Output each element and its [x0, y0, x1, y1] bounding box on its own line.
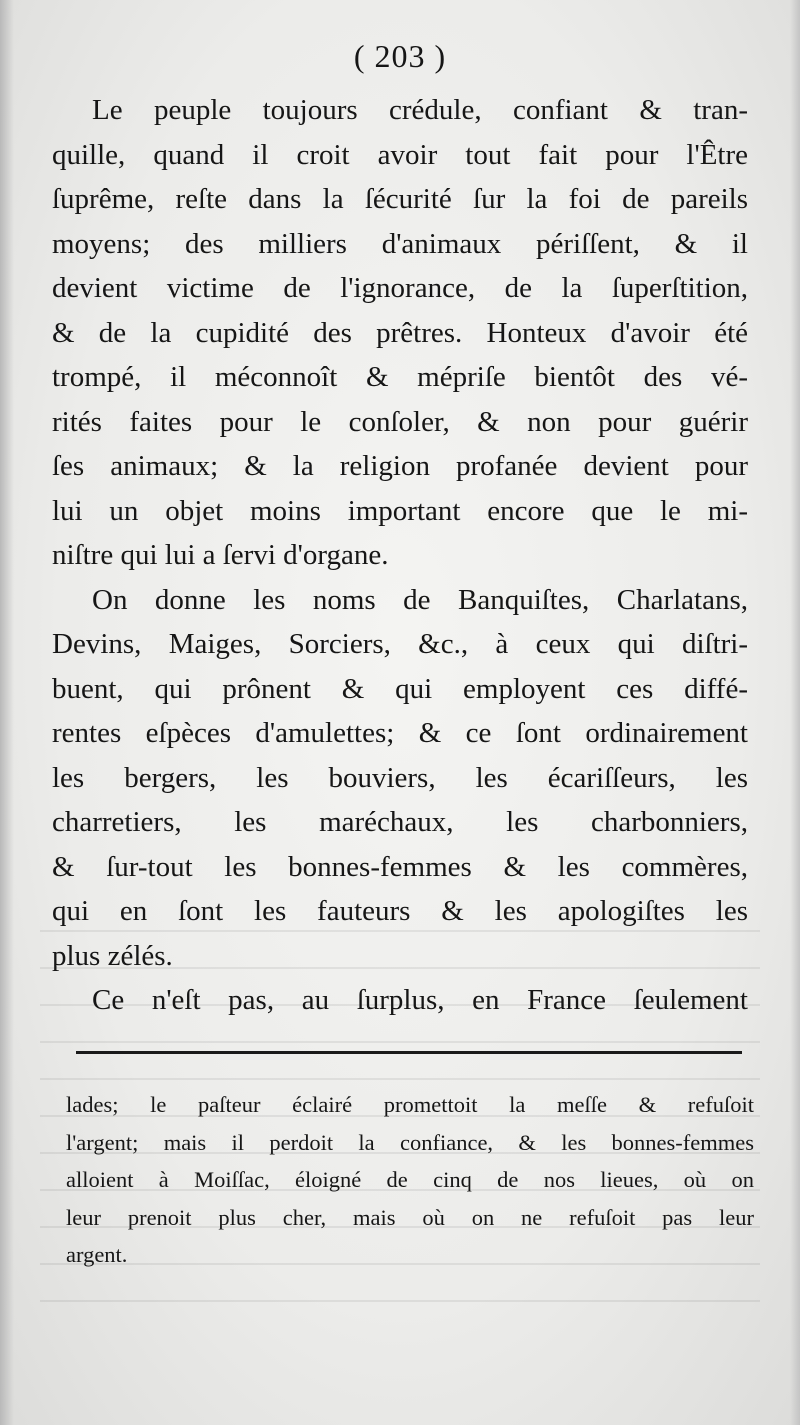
- text-line: buent, qui prônent & qui employent ces diffé-: [52, 672, 748, 705]
- text-line: trompé, il méconnoît & mépriſe bientôt des vé-: [52, 361, 748, 393]
- footnote-line: l'argent; mais il perdoit la confiance, & les bonnes-femmes: [66, 1129, 754, 1155]
- paragraph-2: [52, 578, 748, 979]
- text-line: quille, quand il croit avoir tout fait pour l'Être: [52, 138, 748, 171]
- page-edge-shadow-left: [0, 0, 14, 1425]
- paragraph-1: [52, 88, 748, 578]
- text-line: Ce n'eſt pas, au ſurplus, en France ſeulement: [92, 984, 748, 1016]
- footnote-line: alloient à Moiſſac, éloigné de cinq de nos lieues, où on: [66, 1167, 754, 1192]
- footnote-line: argent.: [66, 1242, 128, 1267]
- text-line: & de la cupidité des prêtres. Honteux d'avoir été: [52, 316, 748, 349]
- text-line: lui un objet moins important encore que le mi-: [52, 494, 748, 527]
- text-line: qui en ſont les fauteurs & les apologiſtes les: [52, 895, 748, 927]
- footnote-divider: [76, 1051, 742, 1054]
- text-line: niſtre qui lui a ſervi d'organe.: [52, 539, 389, 571]
- footnote-line: leur prenoit plus cher, mais où on ne refuſoit pas leur: [66, 1204, 754, 1230]
- main-text: [52, 88, 748, 1023]
- text-line: Le peuple toujours crédule, confiant & tran-: [92, 94, 748, 126]
- text-line: charretiers, les maréchaux, les charbonniers,: [52, 806, 748, 838]
- text-line: ſes animaux; & la religion profanée devient pour: [52, 450, 748, 482]
- text-line: Devins, Maiges, Sorciers, &c., à ceux qui diſtri-: [52, 628, 748, 660]
- text-line: & ſur-tout les bonnes-femmes & les commères,: [52, 850, 748, 883]
- text-line: rités faites pour le conſoler, & non pour guérir: [52, 405, 748, 438]
- text-line: devient victime de l'ignorance, de la ſuperſtition,: [52, 272, 748, 304]
- footnote: [66, 1086, 754, 1274]
- text-line: les bergers, les bouviers, les écariſſeurs, les: [52, 761, 748, 794]
- text-line: On donne les noms de Banquiſtes, Charlatans,: [92, 583, 748, 616]
- text-line: plus zélés.: [52, 939, 173, 972]
- page-edge-shadow-right: [790, 0, 800, 1425]
- page-number: ( 203 ): [353, 38, 447, 74]
- paragraph-3: [52, 978, 748, 1023]
- text-line: ſuprême, reſte dans la ſécurité ſur la foi de pareils: [52, 183, 748, 215]
- footnote-line: lades; le paſteur éclairé promettoit la meſſe & refuſoit: [66, 1092, 754, 1117]
- text-line: moyens; des milliers d'animaux périſſent, & il: [52, 227, 748, 260]
- text-line: rentes eſpèces d'amulettes; & ce ſont ordinairement: [52, 717, 748, 749]
